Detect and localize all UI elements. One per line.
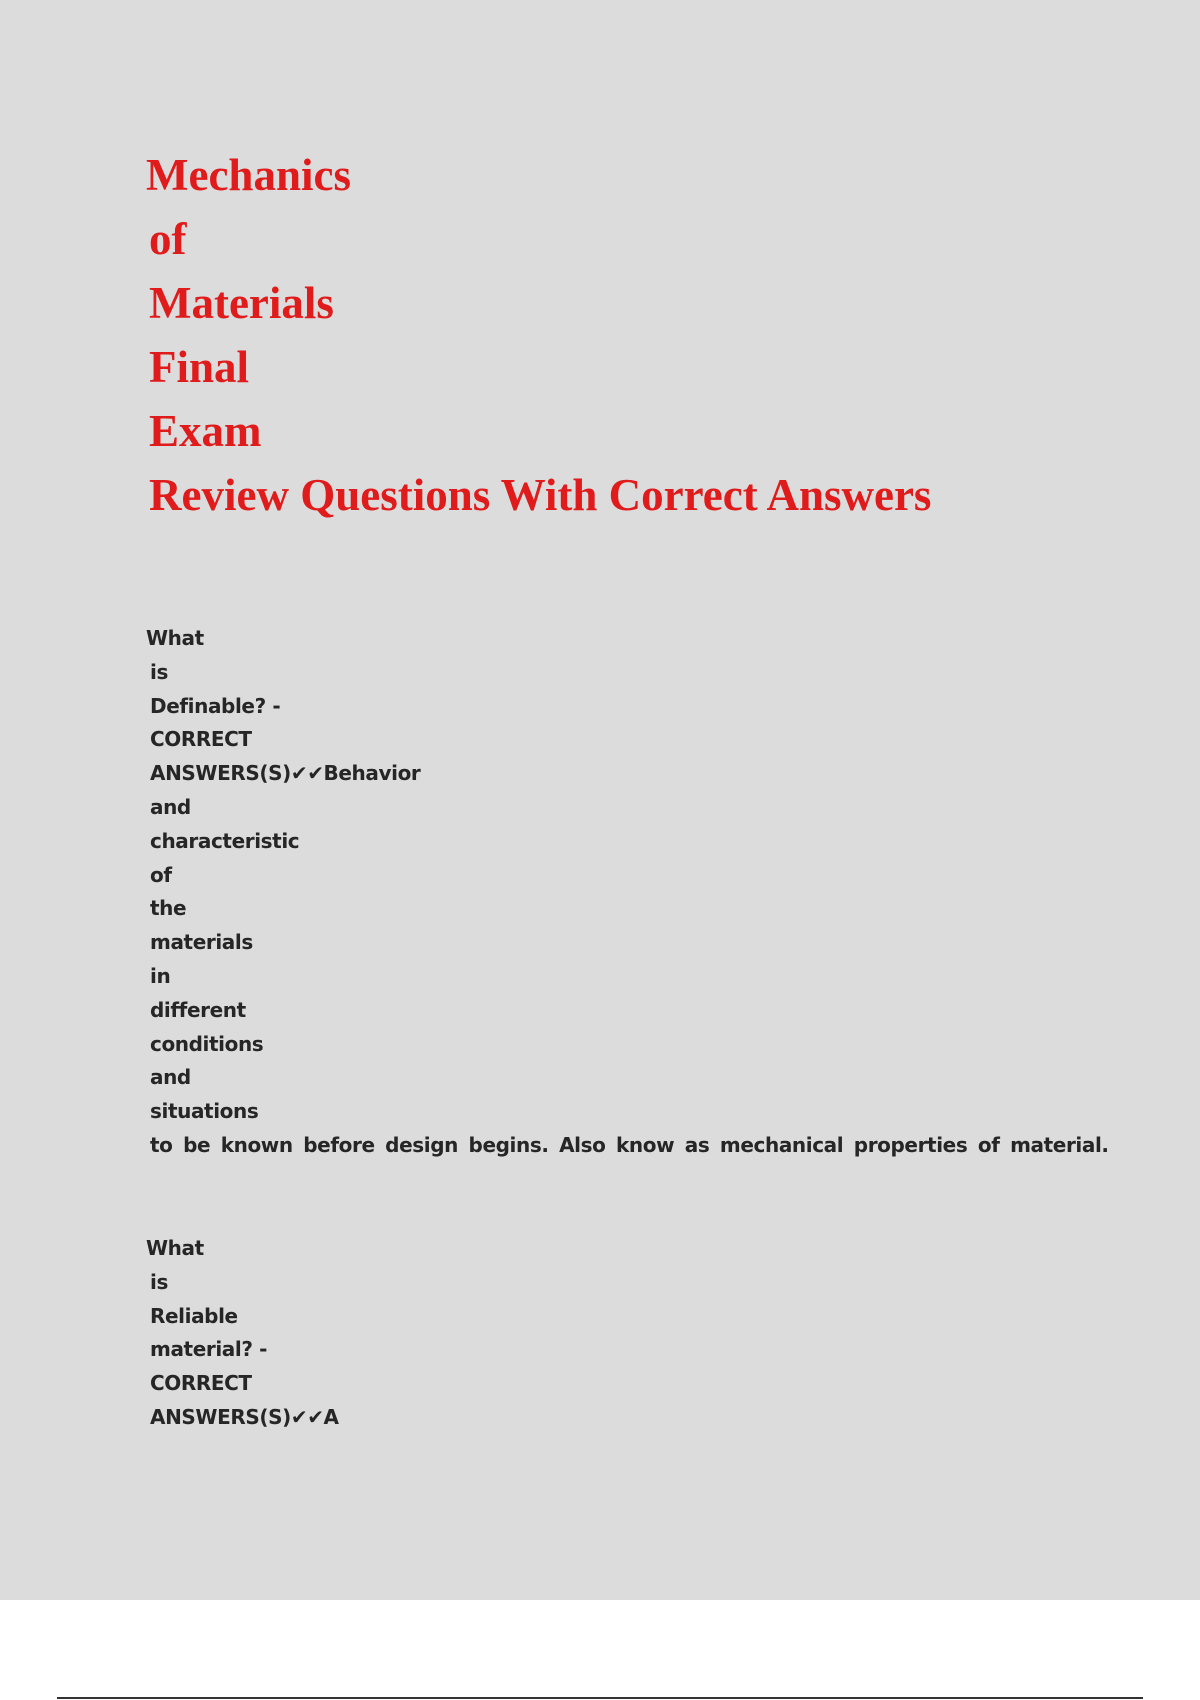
title-line: Mechanics bbox=[146, 150, 351, 200]
footer-divider bbox=[57, 1697, 1143, 1699]
question-answer-block bbox=[146, 1232, 339, 1435]
question-word: What bbox=[146, 1236, 204, 1260]
question-word: material? - bbox=[150, 1337, 267, 1362]
answer-word: and bbox=[150, 794, 191, 819]
answer-word: conditions bbox=[150, 1031, 264, 1056]
question-word: is bbox=[150, 659, 168, 684]
answer-label: CORRECT bbox=[150, 727, 252, 752]
title-line: Final bbox=[149, 342, 250, 392]
title-line: Materials bbox=[149, 278, 334, 328]
title-line: of bbox=[149, 214, 187, 264]
answer-label: ANSWERS(S)✔✔A bbox=[150, 1404, 339, 1429]
answer-label: CORRECT bbox=[150, 1371, 252, 1396]
question-word: is bbox=[150, 1269, 168, 1294]
document-title bbox=[146, 143, 931, 527]
question-answer-block bbox=[146, 622, 1109, 1163]
answer-label: ANSWERS(S)✔✔Behavior bbox=[150, 761, 421, 786]
title-line: Exam bbox=[149, 406, 262, 456]
title-line: Review Questions With Correct Answers bbox=[149, 470, 932, 520]
answer-word: the bbox=[150, 896, 187, 921]
answer-word: characteristic bbox=[150, 828, 300, 853]
answer-last-line: to be known before design begins. Also know as mechanical properties of material. bbox=[150, 1132, 1109, 1157]
answer-word: different bbox=[150, 997, 246, 1022]
question-word: Definable? - bbox=[150, 693, 281, 718]
answer-word: in bbox=[150, 963, 171, 988]
answer-word: of bbox=[150, 862, 172, 887]
question-word: Reliable bbox=[150, 1303, 238, 1328]
question-word: What bbox=[146, 626, 204, 650]
answer-word: situations bbox=[150, 1099, 259, 1124]
answer-word: and bbox=[150, 1065, 191, 1090]
answer-word: materials bbox=[150, 930, 253, 955]
